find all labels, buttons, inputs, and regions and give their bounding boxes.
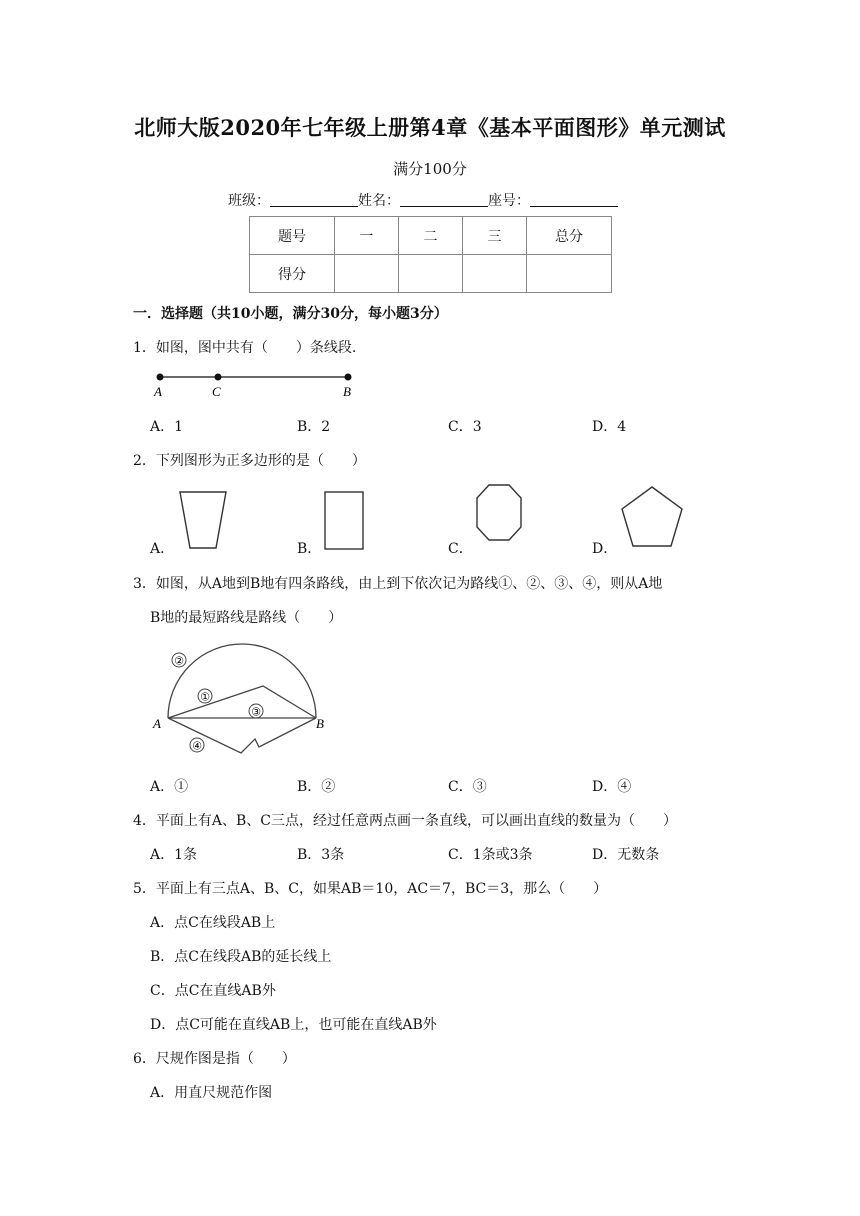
seat-label: 座号： — [488, 193, 530, 209]
point-a-label: A — [154, 384, 162, 399]
question-4-stem: 4．平面上有A、B、C三点，经过任意两点画一条直线，可以画出直线的数量为（ ） — [133, 813, 678, 829]
score-table-score-row — [250, 255, 612, 293]
q3-option-d[interactable]: D．④ — [592, 779, 632, 795]
regular-pentagon-shape[interactable] — [616, 484, 688, 552]
q5-option-b[interactable]: B．点C在线段AB的延长线上 — [150, 949, 332, 965]
score-header-cell: 三 — [463, 217, 527, 255]
score-header-cell: 总分 — [527, 217, 612, 255]
q2-option-d[interactable]: D． — [592, 541, 618, 557]
name-label: 姓名： — [358, 193, 400, 209]
point-b-label: B — [316, 716, 324, 731]
q6-option-a[interactable]: A．用直尺规范作图 — [150, 1085, 273, 1101]
point-c-label: C — [212, 384, 221, 399]
score-row-label: 得分 — [250, 255, 335, 293]
q5-option-c[interactable]: C．点C在直线AB外 — [150, 983, 276, 999]
score-cell[interactable] — [463, 255, 527, 293]
question-5-stem: 5．平面上有三点A、B、C，如果AB＝10，AC＝7，BC＝3，那么（ ） — [133, 881, 608, 897]
section-heading: 一．选择题（共10小题，满分30分，每小题3分） — [133, 306, 448, 322]
name-blank[interactable] — [400, 192, 488, 207]
q4-option-b[interactable]: B．3条 — [297, 847, 345, 863]
score-cell[interactable] — [527, 255, 612, 293]
question-1-stem: 1．如图，图中共有（ ）条线段. — [133, 340, 357, 356]
q1-option-d[interactable]: D．4 — [592, 419, 627, 435]
route-3-label: ③ — [251, 705, 261, 719]
class-blank[interactable] — [270, 192, 358, 207]
route-1-label: ① — [200, 690, 210, 704]
class-label: 班级： — [228, 193, 270, 209]
q2-option-a[interactable]: A． — [150, 541, 175, 557]
score-cell[interactable] — [399, 255, 463, 293]
q2-option-b[interactable]: B． — [297, 541, 322, 557]
q2-option-c[interactable]: C． — [448, 541, 473, 557]
question-3-stem-line2: B地的最短路线是路线（ ） — [150, 610, 343, 626]
point-b-label: B — [343, 384, 351, 399]
score-table — [249, 216, 612, 293]
q1-segment-figure — [150, 368, 370, 400]
score-header-cell: 二 — [399, 217, 463, 255]
q5-option-a[interactable]: A．点C在线段AB上 — [150, 915, 276, 931]
page-title: 北师大版2020年七年级上册第4章《基本平面图形》单元测试 — [134, 115, 726, 140]
score-cell[interactable] — [335, 255, 399, 293]
q5-option-d[interactable]: D．点C可能在直线AB上，也可能在直线AB外 — [150, 1017, 437, 1033]
q4-option-c[interactable]: C．1条或3条 — [448, 847, 533, 863]
q1-option-b[interactable]: B．2 — [297, 419, 331, 435]
student-info — [228, 190, 618, 210]
irregular-octagon-shape[interactable] — [472, 482, 528, 546]
q3-option-c[interactable]: C．③ — [448, 779, 487, 795]
q1-option-a[interactable]: A．1 — [150, 419, 184, 435]
route-4-label: ④ — [192, 739, 202, 753]
q4-option-a[interactable]: A．1条 — [150, 847, 198, 863]
question-6-stem: 6．尺规作图是指（ ） — [133, 1051, 296, 1067]
q3-option-b[interactable]: B．② — [297, 779, 336, 795]
trapezoid-shape[interactable] — [174, 488, 234, 554]
question-3-stem-line1: 3．如图，从A地到B地有四条路线，由上到下依次记为路线①、②、③、④，则从A地 — [133, 576, 663, 592]
route-2-label: ② — [174, 654, 184, 668]
full-score: 满分100分 — [393, 160, 467, 178]
question-2-stem: 2．下列图形为正多边形的是（ ） — [133, 453, 366, 469]
rectangle-shape[interactable] — [320, 488, 370, 554]
q3-route-figure — [148, 640, 338, 760]
q4-option-d[interactable]: D．无数条 — [592, 847, 660, 863]
seat-blank[interactable] — [530, 192, 618, 207]
score-header-cell: 一 — [335, 217, 399, 255]
q1-option-c[interactable]: C．3 — [448, 419, 482, 435]
score-table-header-row — [250, 217, 612, 255]
score-header-cell: 题号 — [250, 217, 335, 255]
point-a-label: A — [153, 716, 161, 731]
q3-option-a[interactable]: A．① — [150, 779, 189, 795]
